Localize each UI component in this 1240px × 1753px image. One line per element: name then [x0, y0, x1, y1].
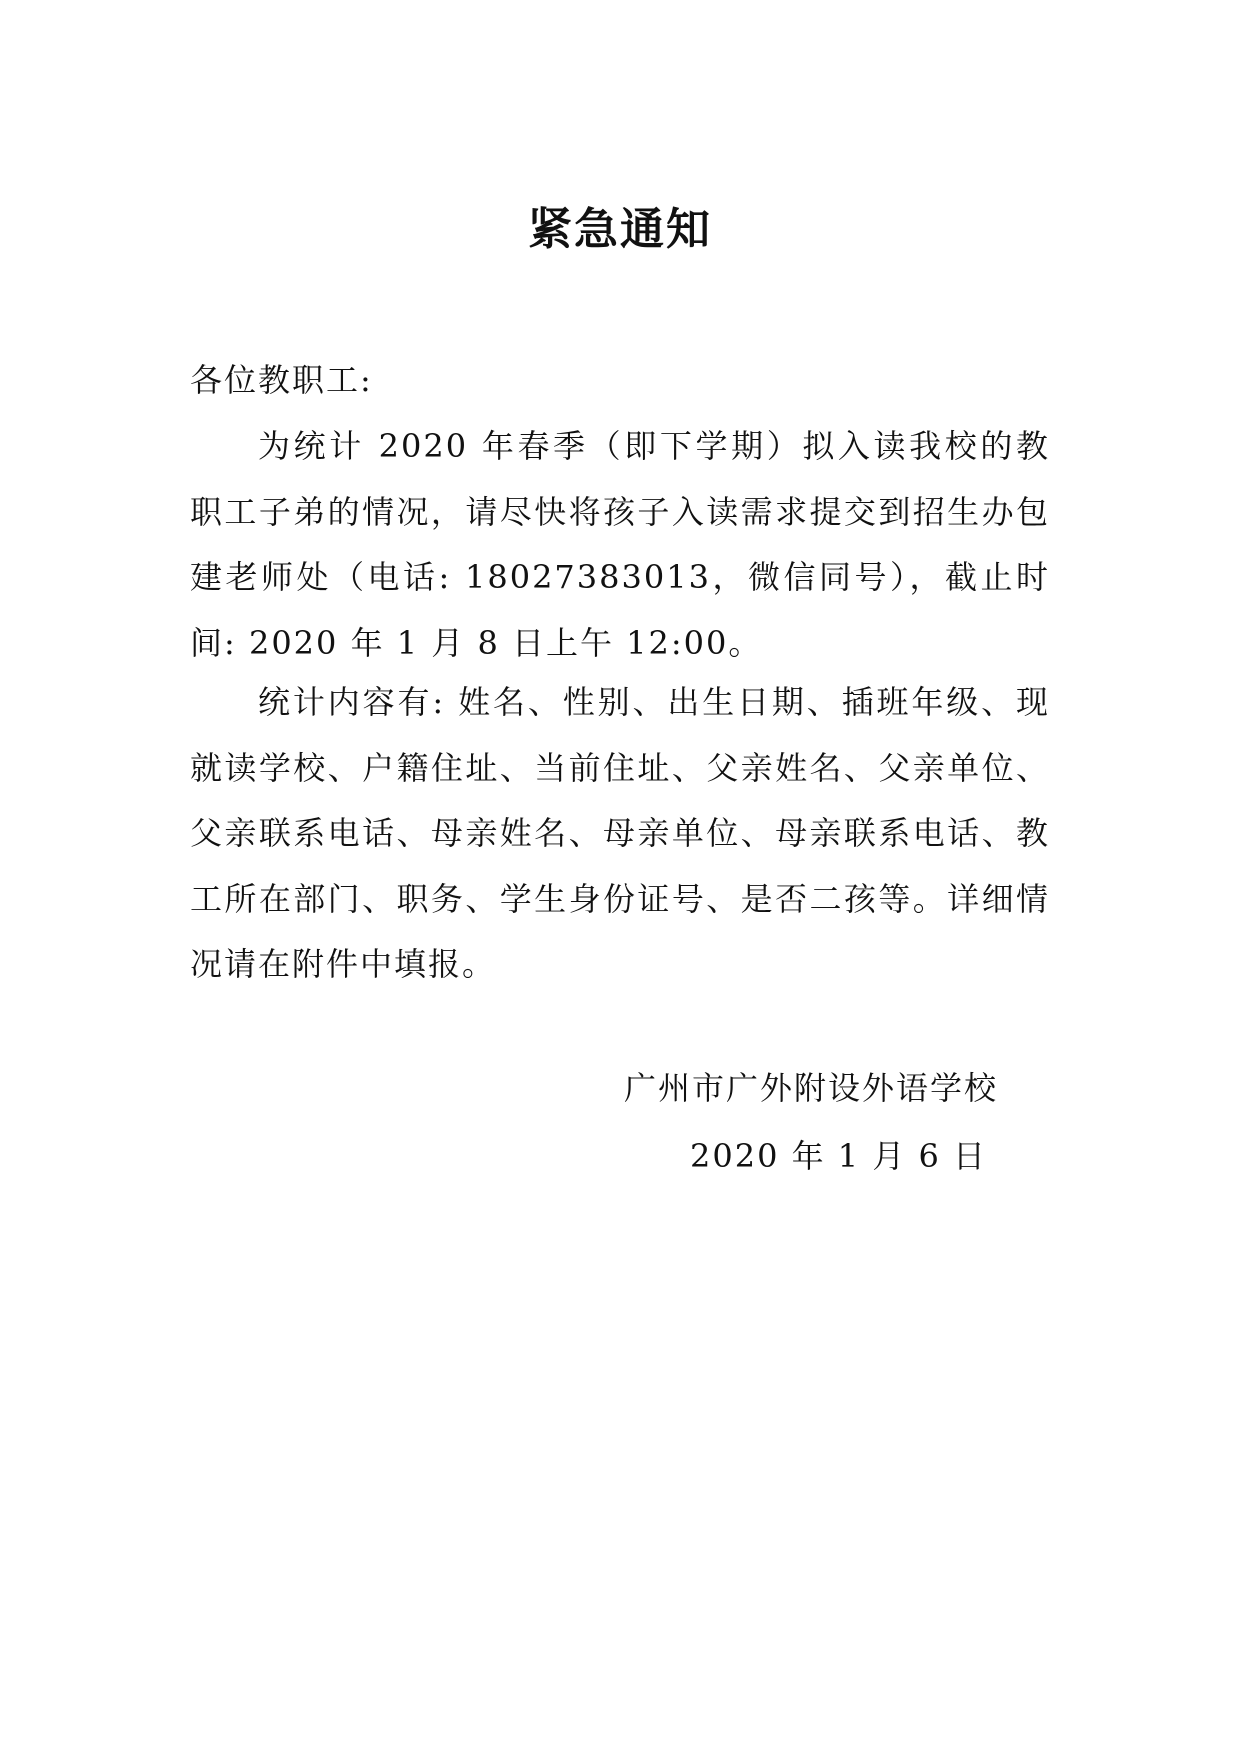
notice-title: 紧急通知	[528, 204, 712, 255]
notice-date: 2020 年 1 月 6 日	[690, 1137, 988, 1175]
notice-paragraph-2: 统计内容有: 姓名、性别、出生日期、插班年级、现就读学校、户籍住址、当前住址、父亲姓名、父亲单位、父亲联系电话、母亲姓名、母亲单位、母亲联系电话、教工所在部门、职务、学生身份证号、是否二孩等。详细情况请在附件中填报。	[190, 683, 1050, 983]
notice-paragraph-1: 为统计 2020 年春季（即下学期）拟入读我校的教职工子弟的情况，请尽快将孩子入读需求提交到招生办包建老师处（电话: 18027383013，微信同号），截止时间: 2020 年 1 月 8 日上午 12:00。	[190, 427, 1050, 662]
notice-salutation: 各位教职工:	[190, 361, 373, 399]
notice-signature: 广州市广外附设外语学校	[624, 1069, 999, 1107]
